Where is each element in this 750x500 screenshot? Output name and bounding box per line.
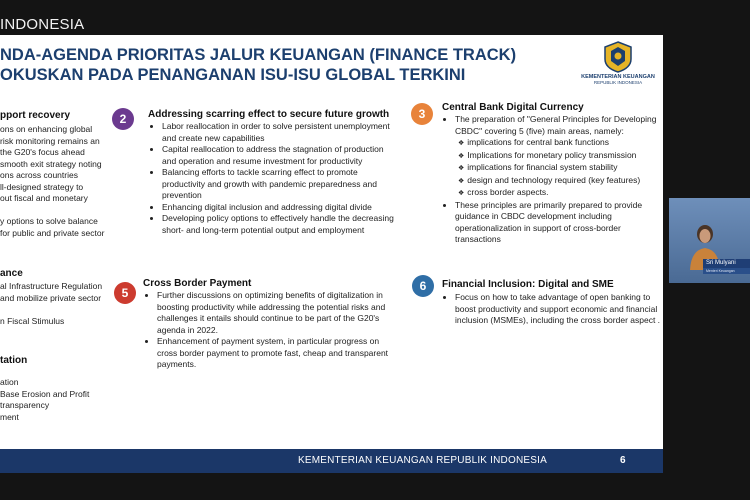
- section-2-bullet: • Balancing efforts to tackle scarring effect to promote productivity and growth with pandemic preparedness and prevention: [162, 167, 395, 202]
- section-6-title: Financial Inclusion: Digital and SME: [442, 279, 614, 290]
- section-4-line: al Infrastructure Regulation: [0, 281, 103, 291]
- page-number: 6: [620, 455, 626, 466]
- section-1-line: risk monitoring remains an: [0, 135, 100, 146]
- section-7-title: tation: [0, 355, 28, 366]
- section-3-bullet: [455, 114, 663, 200]
- section-3-number-badge: 3: [411, 103, 433, 125]
- slide-title: [0, 45, 516, 85]
- section-2-number-badge: 2: [112, 108, 134, 130]
- section-4-title: ance: [0, 268, 23, 279]
- section-6-bullet: • Focus on how to take advantage of open banking to boost productivity and support economic and financial inclusion (MSMEs), including the cross border aspect .: [455, 292, 663, 327]
- section-2-body: [150, 121, 395, 236]
- section-5-bullet: • Enhancement of payment system, in particular progress on cross border payment to promote fast, cheap and transparent payments.: [157, 336, 400, 371]
- section-1-line: out fiscal and monetary: [0, 193, 88, 203]
- section-4-line: and mobilize private sector: [0, 292, 102, 303]
- speaker-role: Menteri Keuangan: [703, 268, 750, 274]
- section-7-lines: [0, 377, 89, 423]
- slide-title-line-2: OKUSKAN PADA PENANGANAN ISU-ISU GLOBAL TERKINI: [0, 66, 466, 84]
- section-4-line: n Fiscal Stimulus: [0, 315, 65, 326]
- section-2-bullet: • Enhancing digital inclusion and addressing digital divide: [162, 202, 395, 214]
- logo-text-line-2: REPUBLIK INDONESIA: [593, 80, 643, 85]
- section-6-number-badge: 6: [412, 275, 434, 297]
- footer-text: KEMENTERIAN KEUANGAN REPUBLIK INDONESIA: [298, 455, 547, 466]
- section-6-body: [443, 292, 663, 327]
- section-3-sub-item: ❖ implications for central bank functions: [469, 137, 663, 150]
- section-3-title: Central Bank Digital Currency: [442, 102, 584, 113]
- ministry-logo: [580, 41, 656, 85]
- broadcast-label: INDONESIA: [0, 16, 85, 33]
- section-7-line: ment: [0, 411, 19, 422]
- section-5-bullet: • Further discussions on optimizing benefits of digitalization in boosting productivity while addressing the potential risks and challenges it entails should continue to be part of the G20's agenda in 2022.: [157, 290, 400, 336]
- slide-title-line-1: NDA-AGENDA PRIORITAS JALUR KEUANGAN (FINANCE TRACK): [0, 46, 517, 64]
- section-7-line: Base Erosion and Profit: [0, 388, 90, 399]
- section-1-line: for public and private sector: [0, 227, 105, 238]
- section-3-sub-item: ❖ design and technology required (key features): [469, 175, 663, 188]
- section-2-title: Addressing scarring effect to secure future growth: [148, 109, 390, 120]
- section-1-line: ll-designed strategy to: [0, 181, 84, 192]
- section-1-line: ons on enhancing global: [0, 124, 93, 134]
- section-3-sub-item: ❖ Implications for monetary policy transmission: [469, 150, 663, 163]
- section-3-body: [443, 114, 663, 246]
- section-4-lines: [0, 281, 102, 327]
- slide-footer: [0, 449, 663, 473]
- section-5-title: Cross Border Payment: [143, 278, 252, 289]
- presentation-slide: [0, 35, 663, 473]
- section-5-body: [145, 290, 400, 371]
- section-1-lines: [0, 124, 104, 239]
- section-3-sub-item: ❖ implications for financial system stability: [469, 162, 663, 175]
- speaker-video-thumbnail[interactable]: [669, 198, 750, 283]
- section-3-sub-item: ❖ cross border aspects.: [469, 187, 663, 200]
- section-1-line: smooth exit strategy noting: [0, 158, 102, 169]
- speaker-name: Sri Mulyani: [703, 259, 750, 268]
- section-5-number-badge: 5: [114, 282, 136, 304]
- section-7-line: transparency: [0, 400, 50, 410]
- section-4-line: [0, 304, 102, 316]
- section-2-bullet: • Developing policy options to effectively handle the decreasing short- and long-term potential output and employment: [162, 213, 395, 236]
- emblem-icon: [603, 41, 633, 73]
- section-2-bullet: • Capital reallocation to address the stagnation of production and operation and resume investment for productivity: [162, 144, 395, 167]
- section-1-line: [0, 205, 104, 217]
- section-3-bullet-text: The preparation of "General Principles for Developing CBDC" covering 5 (five) main areas, namely:: [455, 114, 657, 136]
- section-7-line: ation: [0, 377, 19, 387]
- section-1-line: the G20's focus ahead: [0, 147, 85, 157]
- section-2-bullet: • Labor reallocation in order to solve persistent unemployment and create new capabilities: [162, 121, 395, 144]
- section-1-line: ons across countries: [0, 170, 78, 180]
- logo-text-line-1: KEMENTERIAN KEUANGAN: [581, 74, 655, 80]
- section-1-line: y options to solve balance: [0, 216, 98, 226]
- section-1-title: pport recovery: [0, 110, 71, 121]
- section-3-bullet: • These principles are primarily prepared to provide guidance in CBDC development including operationalization in support of cross-border transactions: [455, 200, 663, 246]
